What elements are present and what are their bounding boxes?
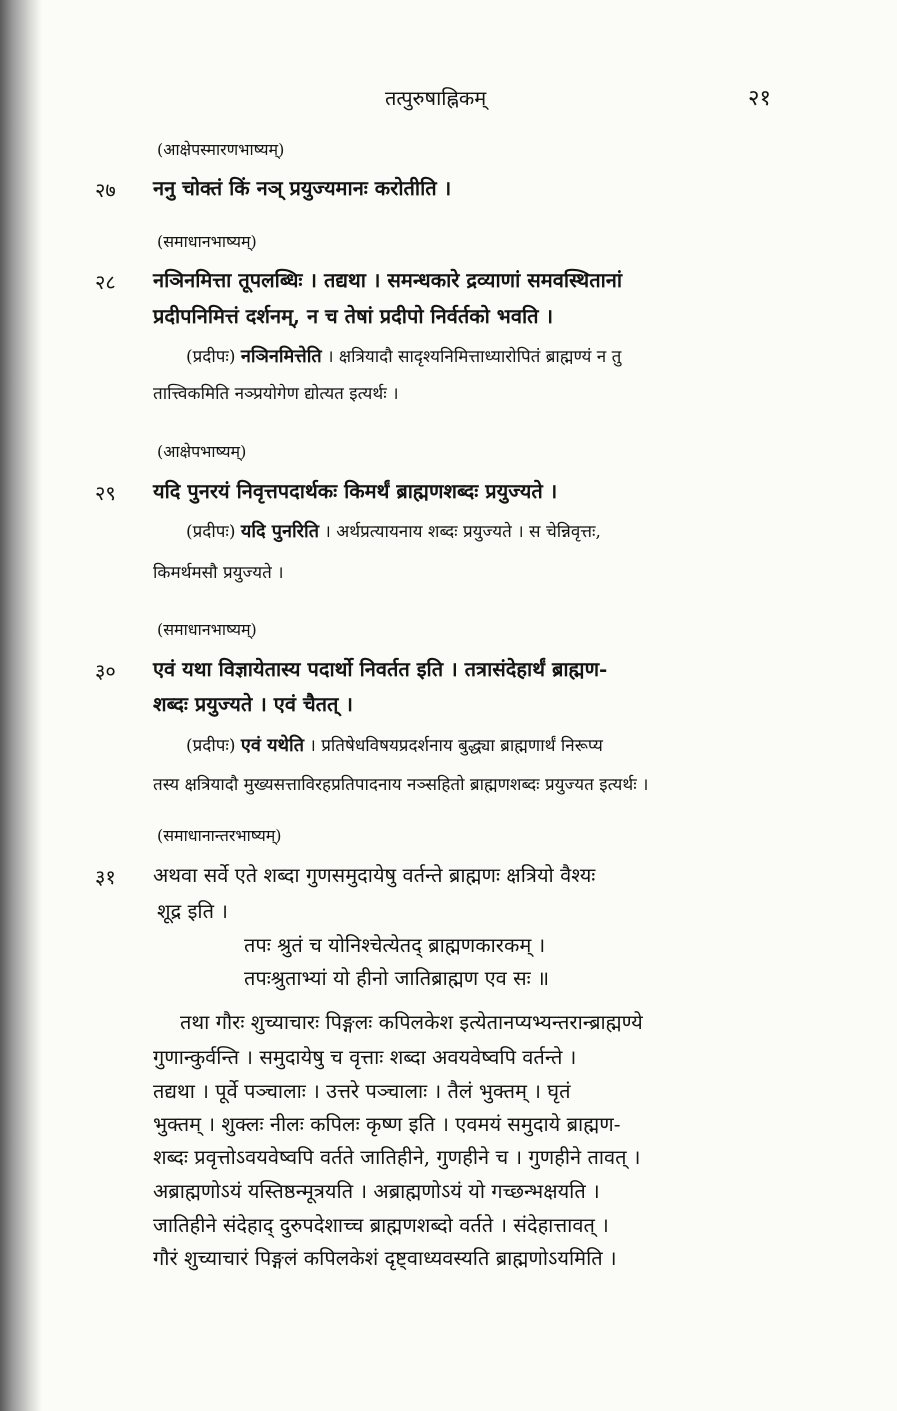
verse-line: तपःश्रुताभ्यां यो हीनो जातिब्राह्मण एव सः ॥	[244, 966, 550, 990]
paragraph-line: गुणान्कुर्वन्ति । समुदायेषु च वृत्ताः शब्दा अवयवेष्वपि वर्तन्ते ।	[153, 1045, 577, 1069]
paragraph-line: भुक्तम् । शुक्लः नीलः कपिलः कृष्ण इति । एवमयं समुदाये ब्राह्मण-	[153, 1112, 621, 1136]
pradipa-commentary-line	[186, 519, 601, 543]
passage-number: २८	[95, 270, 116, 294]
pradipa-text: । प्रतिषेधविषयप्रदर्शनाय बुद्ध्या ब्राह्मणार्थं निरूप्य	[309, 736, 603, 756]
pradipa-commentary-line: तस्य क्षत्रियादौ मुख्यसत्ताविरहप्रतिपादनाय नञ्सहितो ब्राह्मणशब्दः प्रयुज्यत इत्यर्थः ।	[153, 775, 649, 795]
pradipa-commentary-line: तात्त्विकमिति नञ्प्रयोगेण द्योत्यत इत्यर्थः ।	[153, 384, 399, 404]
paragraph-line: शब्दः प्रवृत्तोऽवयवेष्वपि वर्तते जातिहीने, गुणहीने च । गुणहीने तावत् ।	[153, 1145, 641, 1169]
bhashya-line: यदि पुनरयं निवृत्तपदार्थकः किमर्थं ब्राह्मणशब्दः प्रयुज्यते ।	[153, 479, 558, 503]
pradipa-text: । क्षत्रियादौ सादृश्यनिमित्ताध्यारोपितं ब्राह्मण्यं न तु	[327, 347, 622, 367]
paragraph-line: गौरं शुच्याचारं पिङ्गलं कपिलकेशं दृष्ट्वाध्यवस्यति ब्राह्मणोऽयमिति ।	[153, 1246, 617, 1270]
verse-line: तपः श्रुतं च योनिश्चेत्येतद् ब्राह्मणकारकम् ।	[244, 933, 546, 957]
pradipa-lemma: यदि पुनरिति	[240, 521, 319, 542]
paragraph-line: जातिहीने संदेहाद् दुरुपदेशाच्च ब्राह्मणशब्दो वर्तते । संदेहात्तावत् ।	[153, 1213, 609, 1237]
bhashya-line: शूद्र इति ।	[157, 899, 228, 923]
paragraph-line: अब्राह्मणोऽयं यस्तिष्ठन्मूत्रयति । अब्राह्मणोऽयं यो गच्छन्भक्षयति ।	[153, 1179, 600, 1203]
bhashya-line: प्रदीपनिमित्तं दर्शनम्, न च तेषां प्रदीपो निर्वर्तको भवति ।	[153, 304, 554, 328]
paragraph-line: तद्यथा । पूर्वे पञ्चालाः । उत्तरे पञ्चालाः । तैलं भुक्तम् । घृतं	[153, 1079, 571, 1103]
pradipa-commentary-line: किमर्थमसौ प्रयुज्यते ।	[153, 563, 284, 583]
pradipa-lemma: एवं यथेति	[240, 735, 304, 756]
section-label: (समाधानान्तरभाष्यम्)	[157, 826, 282, 845]
page-number: २१	[748, 86, 771, 111]
bhashya-line: ननु चोक्तं किं नञ् प्रयुज्यमानः करोतीति ।	[153, 176, 452, 200]
section-label: (आक्षेपस्मारणभाष्यम्)	[157, 140, 285, 159]
pradipa-tag: (प्रदीपः)	[186, 736, 236, 756]
running-header-title: तत्पुरुषाह्निकम्	[385, 86, 487, 110]
section-label: (आक्षेपभाष्यम्)	[157, 442, 247, 461]
bhashya-line: शब्दः प्रयुज्यते । एवं चैतत् ।	[153, 692, 353, 716]
passage-number: ३०	[95, 659, 116, 683]
pradipa-text: । अर्थप्रत्यायनाय शब्दः प्रयुज्यते । स चेन्निवृत्तः,	[324, 522, 601, 542]
bhashya-line: एवं यथा विज्ञायेतास्य पदार्थो निवर्तत इति । तत्रासंदेहार्थं ब्राह्मण-	[153, 657, 608, 681]
pradipa-tag: (प्रदीपः)	[186, 347, 236, 367]
passage-number: ३१	[95, 865, 116, 889]
pradipa-commentary-line	[186, 344, 621, 368]
pradipa-lemma: नञिनमित्तेति	[240, 346, 322, 367]
pradipa-commentary-line	[186, 733, 603, 757]
passage-number: २७	[95, 178, 116, 202]
passage-number: २९	[95, 481, 116, 505]
paragraph-line: तथा गौरः शुच्याचारः पिङ्गलः कपिलकेश इत्येतानप्यभ्यन्तरान्ब्राह्मण्ये	[180, 1010, 643, 1034]
section-label: (समाधानभाष्यम्)	[157, 620, 257, 639]
pradipa-tag: (प्रदीपः)	[186, 522, 236, 542]
bhashya-line: नञिनमित्ता तूपलब्धिः । तद्यथा । समन्धकारे द्रव्याणां समवस्थितानां	[153, 268, 623, 292]
section-label: (समाधानभाष्यम्)	[157, 232, 257, 251]
bhashya-line: अथवा सर्वे एते शब्दा गुणसमुदायेषु वर्तन्ते ब्राह्मणः क्षत्रियो वैश्यः	[153, 863, 596, 887]
